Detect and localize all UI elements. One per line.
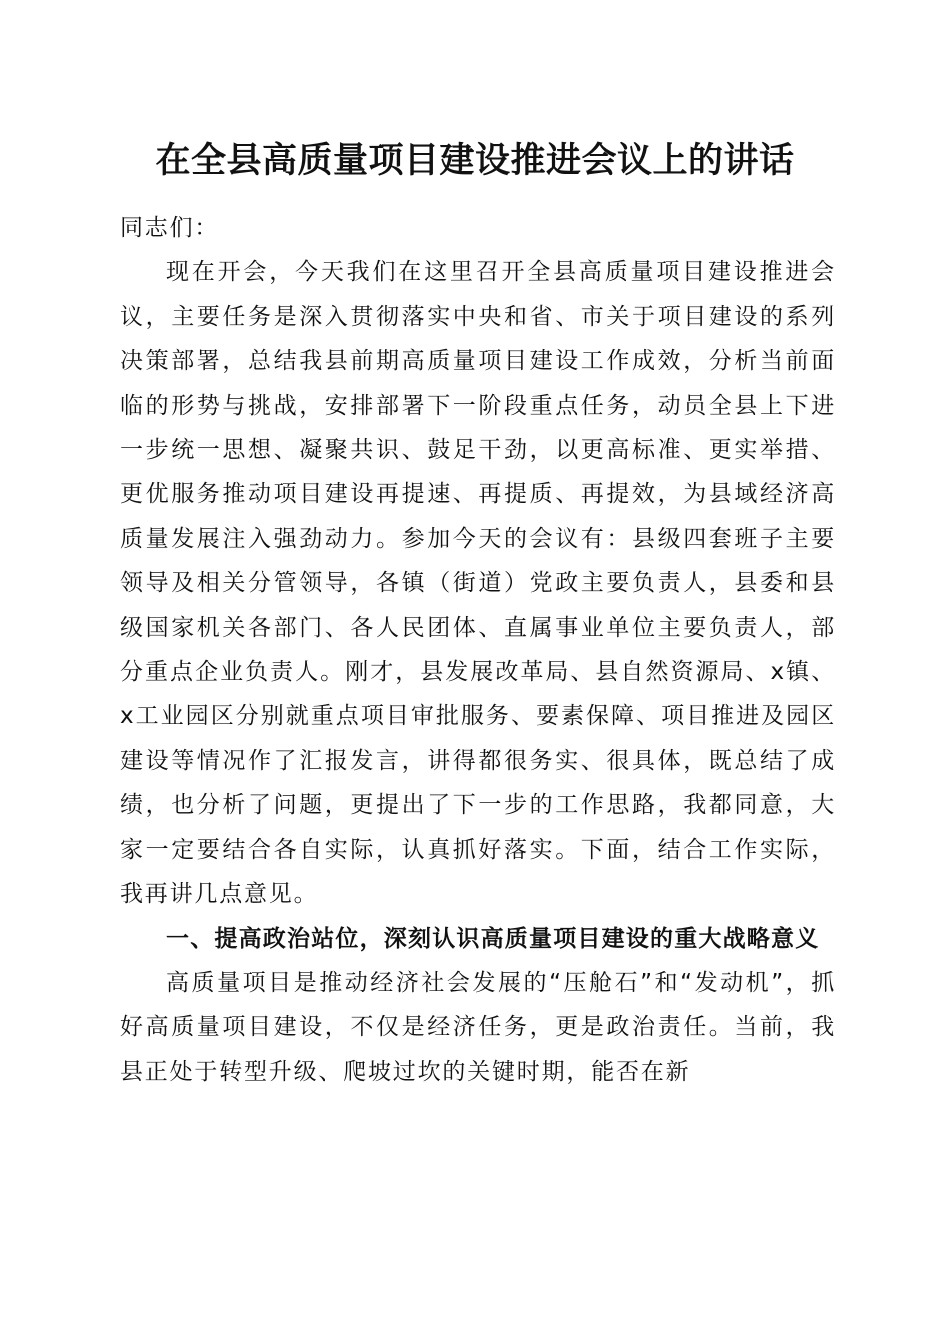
document-body [120, 206, 836, 1094]
section-1-paragraph: 高质量项目是推动经济社会发展的“压舱石”和“发动机”，抓好高质量项目建设，不仅是经济任务，更是政治责任。当前，我县正处于转型升级、爬坡过坎的关键时期，能否在新 [120, 969, 836, 1085]
document-title: 在全县高质量项目建设推进会议上的讲话 [155, 140, 795, 181]
section-1-heading: 一、提高政治站位，深刻认识高质量项目建设的重大战略意义 [166, 925, 820, 952]
opening-paragraph: 现在开会，今天我们在这里召开全县高质量项目建设推进会议，主要任务是深入贯彻落实中央和省、市关于项目建设的系列决策部署，总结我县前期高质量项目建设工作成效，分析当前面临的形势与挑战，安排部署下一阶段重点任务，动员全县上下进一步统一思想、凝聚共识、鼓足干劲，以更高标准、更实举措、更优服务推动项目建设再提速、再提质、再提效，为县域经济高质量发展注入强劲动力。参加今天的会议有：县级四套班子主要领导及相关分管领导，各镇（街道）党政主要负责人，县委和县级国家机关各部门、各人民团体、直属事业单位主要负责人，部分重点企业负责人。刚才，县发展改革局、县自然资源局、x镇、x工业园区分别就重点项目审批服务、要素保障、项目推进及园区建设等情况作了汇报发言，讲得都很务实、很具体，既总结了成绩，也分析了问题，更提出了下一步的工作思路，我都同意，大家一定要结合各自实际，认真抓好落实。下面，结合工作实际，我再讲几点意见。 [120, 259, 836, 908]
salutation: 同志们： [120, 215, 220, 241]
